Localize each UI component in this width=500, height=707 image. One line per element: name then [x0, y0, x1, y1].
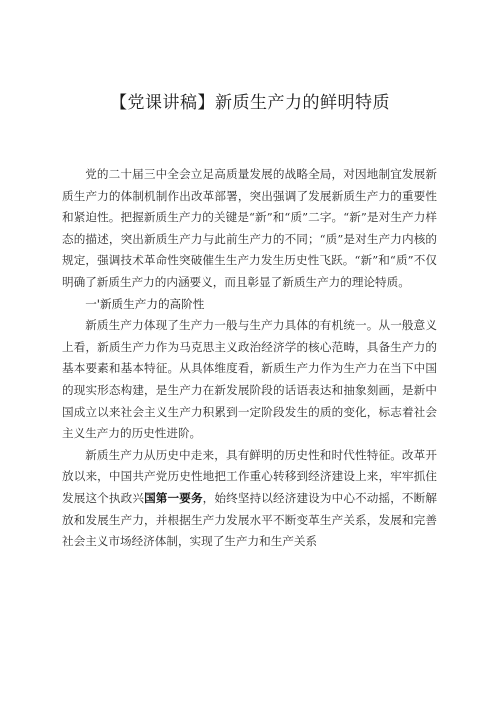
section-paragraph-2: [62, 445, 437, 553]
intro-paragraph: 党的二十届三中全会立足高质量发展的战略全局，对因地制宜发展新质生产力的体制机制作出改革部署，突出强调了发展新质生产力的重要性和紧迫性。把握新质生产力的关键是“新”和“质”二字。“新”是对生产力样态的描述，突出新质生产力与此前生产力的不同；“质”是对生产力内核的规定，强调技术革命性突破催生生产力发生历史性飞跃。“新”和“质”不仅明确了新质生产力的内涵要义，而且彰显了新质生产力的理论特质。: [62, 167, 437, 289]
section-heading: 一'新质生产力的高阶性: [85, 296, 205, 311]
document-body: [62, 164, 437, 553]
paragraph-2-emphasis: 国第一要务: [144, 490, 203, 505]
paragraph-2-text-start: 新质生产力从历史中走来，具有鲜明的历史性和时代性特征。改革开放以来，中国共产党历史性地把工作重心转移到经济建设上来，牢牢抓住发展这个执政兴: [62, 447, 437, 505]
paragraph-2-text-end: ，始终坚持以经济建设为中心不动摇，不断解放和发展生产力，并根据生产力发展水平不断变革生产关系，发展和完善社会主义市场经济体制，实现了生产力和生产关系: [62, 490, 437, 549]
section-paragraph-1: 新质生产力体现了生产力一般与生产力具体的有机统一。从一般意义上看，新质生产力作为马克思主义政治经济学的核心范畴，具备生产力的基本要素和基本特征。从具体维度看，新质生产力作为生产力在当下中国的现实形态构建，是生产力在新发展阶段的话语表达和抽象刻画，是新中国成立以来社会主义生产力积累到一定阶段发生的质的变化，标志着社会主义生产力的历史性进阶。: [62, 318, 437, 441]
document-title: 【党课讲稿】新质生产力的鲜明特质: [110, 93, 390, 113]
